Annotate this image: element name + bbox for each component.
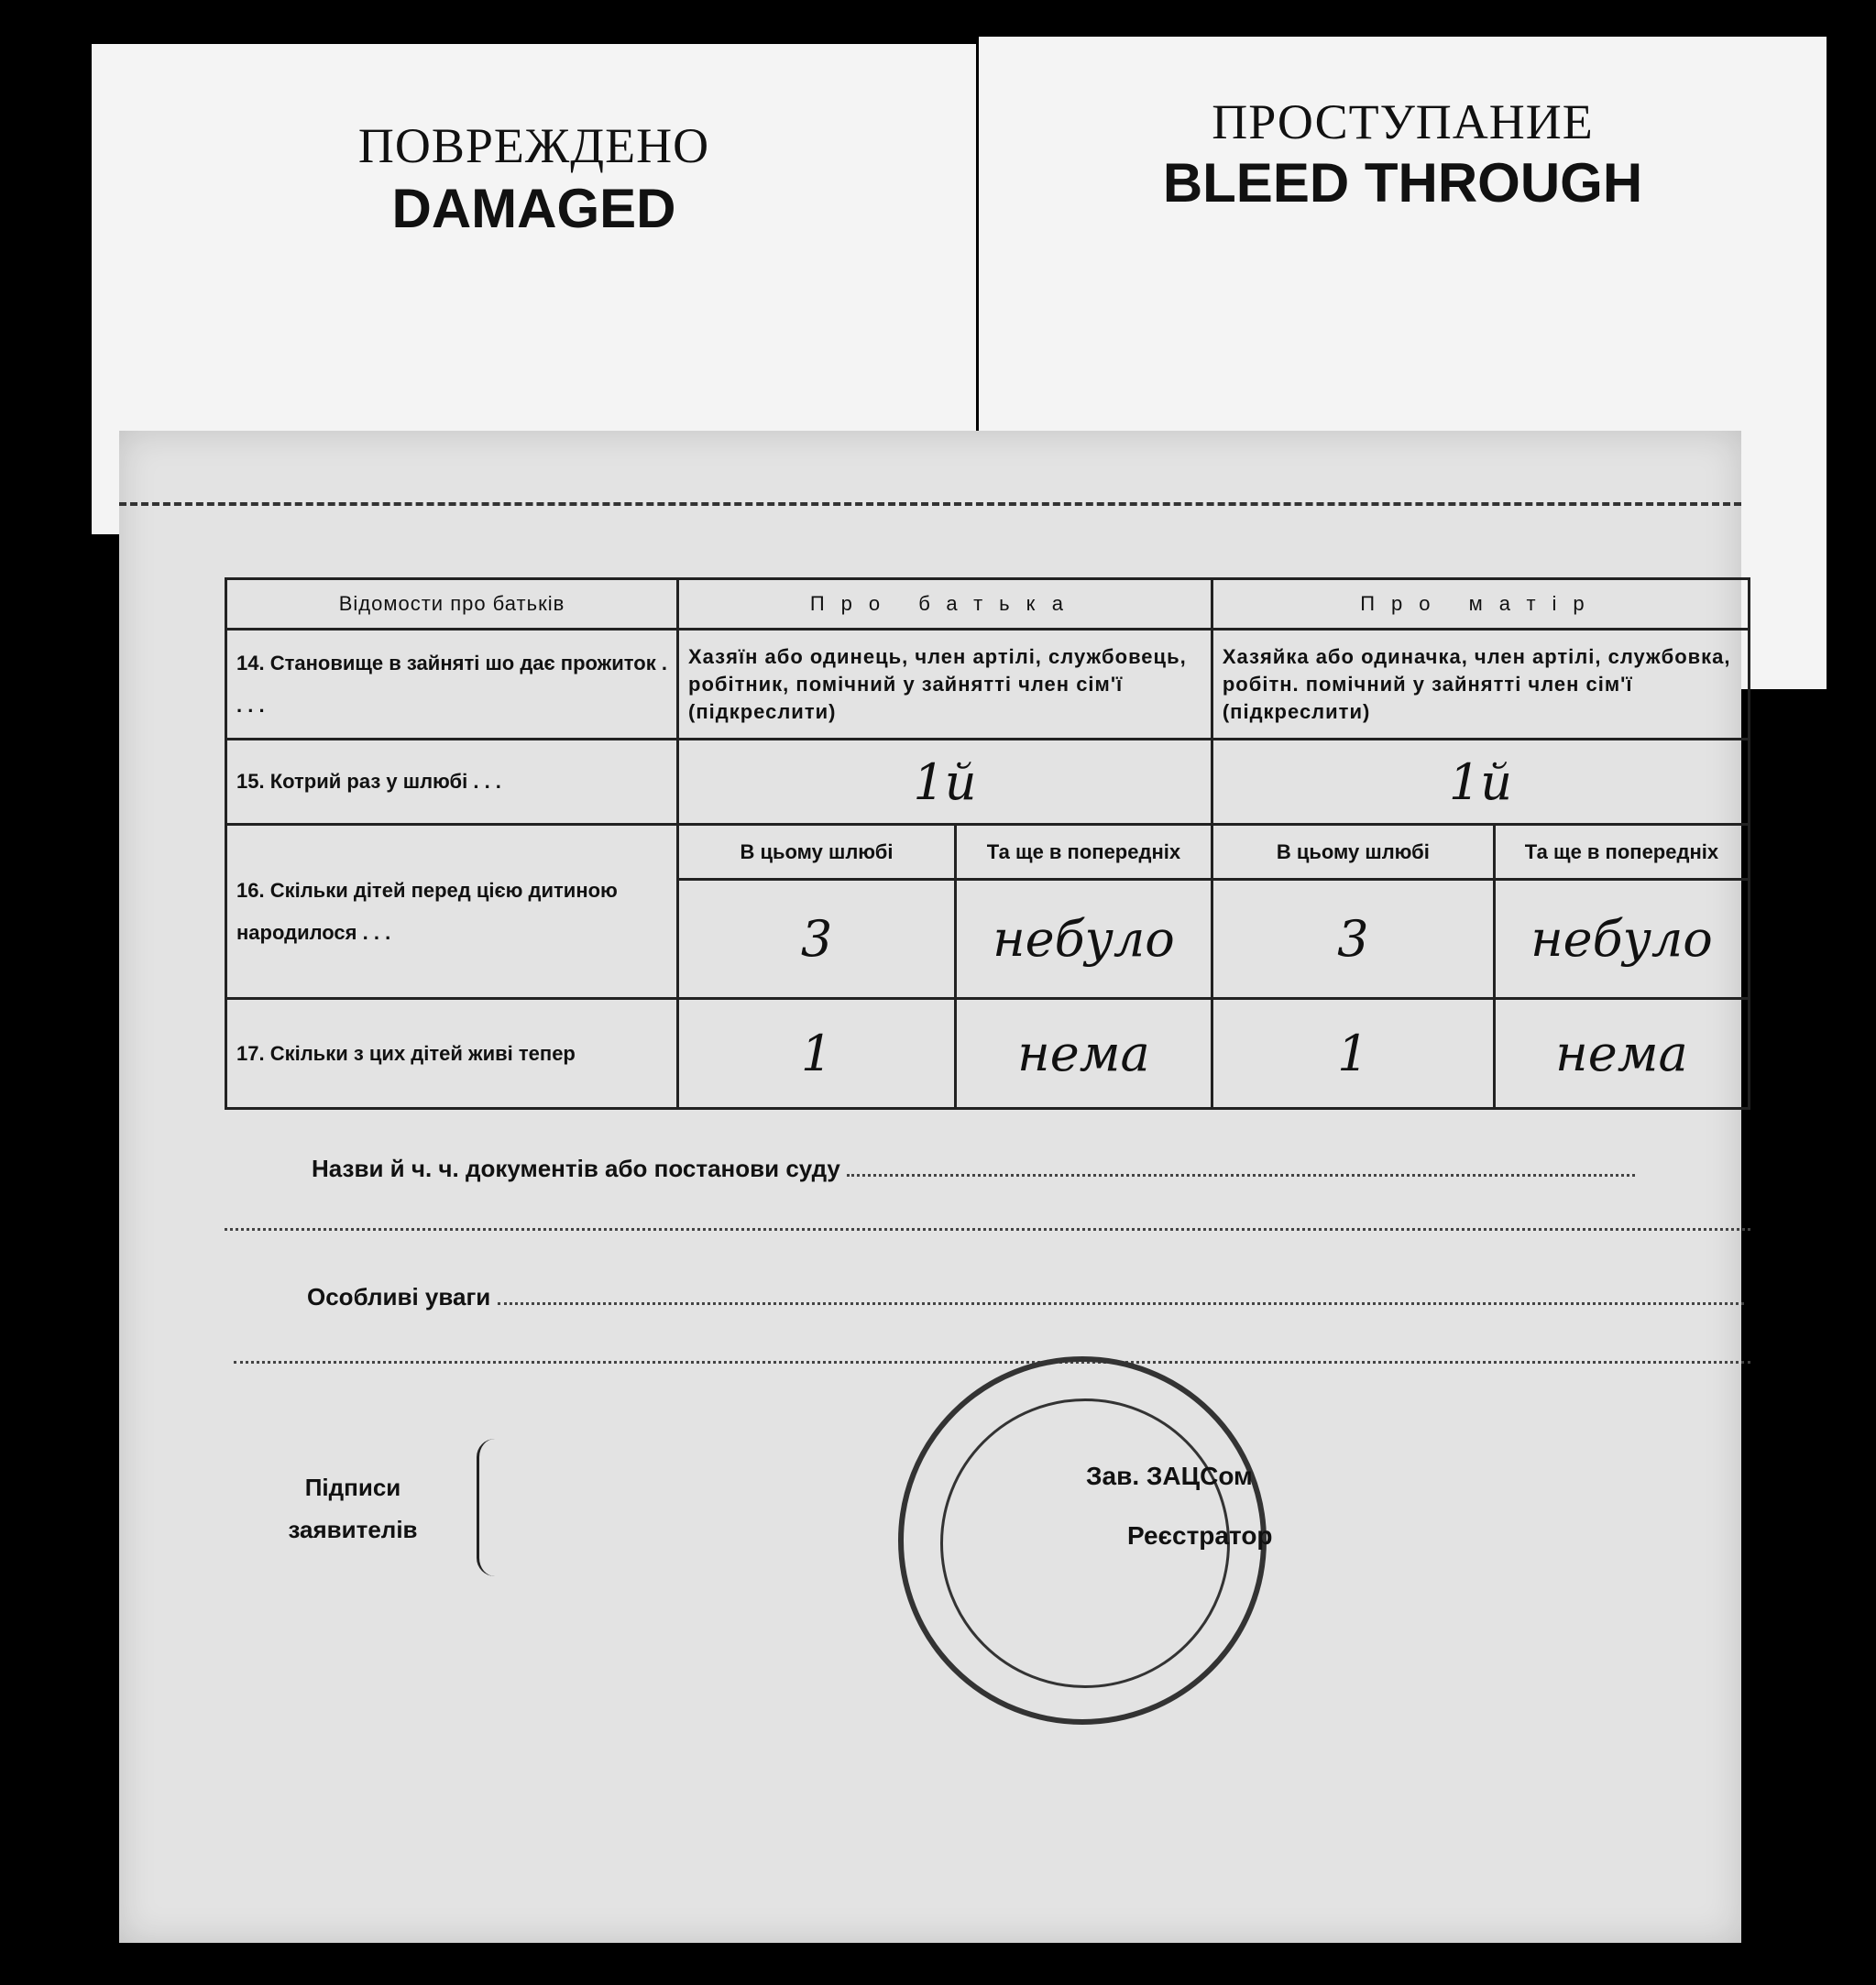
form-page <box>119 431 1741 1943</box>
row-15-label: 15. Котрий раз у шлюбі . . . <box>226 740 678 825</box>
row-16-father-this: 3 <box>678 880 956 999</box>
row-16-father-prev: небуло <box>956 880 1212 999</box>
mother-this-marriage-head: В цьому шлюбі <box>1212 825 1494 880</box>
registrar-title: Реєстратор <box>1127 1521 1273 1550</box>
notes-label: Особливі уваги <box>307 1283 491 1311</box>
notes-line <box>307 1283 1750 1311</box>
documents-dotted-line-2 <box>225 1228 1750 1231</box>
row-14-father: Хазяїн або одинець, член артілі, службовець, робітник, помічний у зайнятті член сім'ї (підкреслити) <box>678 630 1212 740</box>
perforation-line <box>119 502 1741 506</box>
father-this-marriage-head: В цьому шлюбі <box>678 825 956 880</box>
parents-info-table <box>225 577 1750 1110</box>
header-col-mother: Про матір <box>1212 579 1749 630</box>
row-17-father-this: 1 <box>678 999 956 1109</box>
table-header-row <box>226 579 1750 630</box>
row-15-father: 1й <box>678 740 1212 825</box>
row-17-mother-this: 1 <box>1212 999 1494 1109</box>
row-14-label: 14. Становище в зайняті шо дає прожиток . . . . <box>226 630 678 740</box>
row-17-father-prev: нема <box>956 999 1212 1109</box>
row-16-label: 16. Скільки дітей перед цією дитиною народилося . . . <box>226 825 678 999</box>
bleed-label-ru: ПРОСТУПАНИЕ <box>1212 94 1594 149</box>
damaged-label-en: DAMAGED <box>391 178 676 239</box>
row-17-label: 17. Скільки з цих дітей живі тепер <box>226 999 678 1109</box>
signatures-label: Підписи заявителів <box>288 1474 418 1543</box>
mother-previous-head: Та ще в попередніх <box>1494 825 1749 880</box>
documents-dotted-line <box>847 1174 1635 1177</box>
documents-label: Назви й ч. ч. документів або постанови суду <box>312 1155 840 1182</box>
header-col-info: Відомости про батьків <box>226 579 678 630</box>
notes-dotted-line-2 <box>234 1361 1750 1364</box>
subheader-row <box>226 825 1750 880</box>
documents-line <box>312 1155 1750 1183</box>
row-15 <box>226 740 1750 825</box>
row-14 <box>226 630 1750 740</box>
father-previous-head: Та ще в попередніх <box>956 825 1212 880</box>
row-15-mother: 1й <box>1212 740 1749 825</box>
bleed-label-en: BLEED THROUGH <box>1162 152 1643 214</box>
row-16-mother-this: 3 <box>1212 880 1494 999</box>
head-title: Зав. ЗАЦСом <box>1086 1462 1253 1490</box>
damaged-label-ru: ПОВРЕЖДЕНО <box>357 118 710 173</box>
notes-dotted-line <box>498 1302 1744 1305</box>
row-16-mother-prev: небуло <box>1494 880 1749 999</box>
signatures-brace <box>477 1439 498 1576</box>
row-17-mother-prev: нема <box>1494 999 1749 1109</box>
row-14-mother: Хазяйка або одиначка, член артілі, службовка, робітн. помічний у зайнятті член сім'ї (підкреслити) <box>1212 630 1749 740</box>
row-17 <box>226 999 1750 1109</box>
header-col-father: Про батька <box>678 579 1212 630</box>
